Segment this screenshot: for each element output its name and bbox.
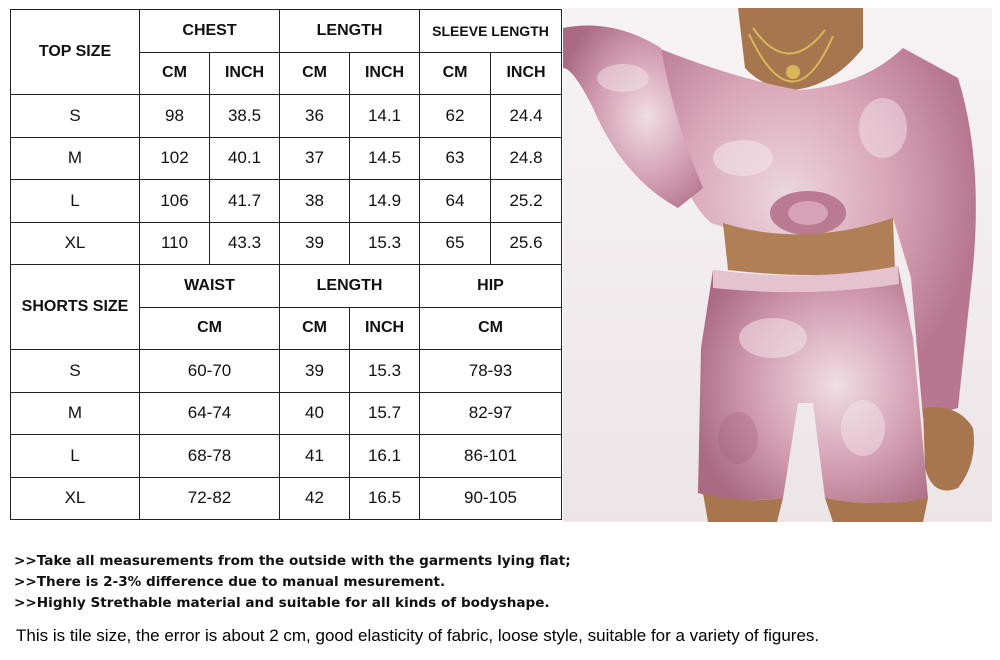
- table-row: [11, 95, 562, 138]
- size-label: XL: [11, 222, 140, 265]
- table-cell: 24.4: [491, 95, 562, 138]
- table-row: [11, 435, 562, 478]
- table-cell: 16.1: [350, 435, 420, 478]
- unit-header: INCH: [350, 307, 420, 350]
- measurement-notes: [14, 551, 984, 614]
- table-cell: 90-105: [420, 477, 562, 520]
- unit-header: INCH: [491, 52, 562, 95]
- table-row: [11, 222, 562, 265]
- table-cell: 14.5: [350, 137, 420, 180]
- hip-header: HIP: [420, 265, 562, 308]
- table-cell: 63: [420, 137, 491, 180]
- size-label: S: [11, 95, 140, 138]
- size-label: L: [11, 435, 140, 478]
- unit-header: INCH: [210, 52, 280, 95]
- table-cell: 39: [280, 222, 350, 265]
- size-label: M: [11, 392, 140, 435]
- table-cell: 68-78: [140, 435, 280, 478]
- table-cell: 37: [280, 137, 350, 180]
- table-cell: 42: [280, 477, 350, 520]
- table-cell: 14.1: [350, 95, 420, 138]
- table-cell: 65: [420, 222, 491, 265]
- note-line: >>There is 2-3% difference due to manual mesurement.: [14, 574, 446, 590]
- size-summary-text: This is tile size, the error is about 2 cm, good elasticity of fabric, loose style, suitable for a variety of figures.: [16, 626, 820, 645]
- table-cell: 82-97: [420, 392, 562, 435]
- size-label: L: [11, 180, 140, 223]
- size-label: S: [11, 350, 140, 393]
- waist-header: WAIST: [140, 265, 280, 308]
- table-cell: 102: [140, 137, 210, 180]
- top-size-header: TOP SIZE: [11, 10, 140, 95]
- table-cell: 36: [280, 95, 350, 138]
- table-cell: 60-70: [140, 350, 280, 393]
- table-cell: 38: [280, 180, 350, 223]
- unit-header: INCH: [350, 52, 420, 95]
- table-cell: 64: [420, 180, 491, 223]
- table-cell: 16.5: [350, 477, 420, 520]
- table-cell: 15.3: [350, 222, 420, 265]
- table-cell: 72-82: [140, 477, 280, 520]
- table-cell: 15.3: [350, 350, 420, 393]
- table-cell: 24.8: [491, 137, 562, 180]
- table-row: [11, 180, 562, 223]
- table-cell: 40.1: [210, 137, 280, 180]
- table-cell: 25.6: [491, 222, 562, 265]
- table-cell: 43.3: [210, 222, 280, 265]
- note-line: >>Highly Strethable material and suitable for all kinds of bodyshape.: [14, 595, 550, 611]
- top-length-header: LENGTH: [280, 10, 420, 53]
- table-cell: 98: [140, 95, 210, 138]
- table-cell: 106: [140, 180, 210, 223]
- table-cell: 15.7: [350, 392, 420, 435]
- table-cell: 41.7: [210, 180, 280, 223]
- model-illustration: [563, 8, 992, 522]
- table-cell: 64-74: [140, 392, 280, 435]
- size-chart-table: [10, 9, 562, 520]
- table-cell: 14.9: [350, 180, 420, 223]
- unit-header: CM: [280, 307, 350, 350]
- chest-header: CHEST: [140, 10, 280, 53]
- table-row: [11, 350, 562, 393]
- table-cell: 86-101: [420, 435, 562, 478]
- size-label: M: [11, 137, 140, 180]
- table-cell: 78-93: [420, 350, 562, 393]
- unit-header: CM: [280, 52, 350, 95]
- unit-header: CM: [420, 52, 491, 95]
- unit-header: CM: [420, 307, 562, 350]
- table-cell: 25.2: [491, 180, 562, 223]
- shorts-size-header: SHORTS SIZE: [11, 265, 140, 350]
- table-row: [11, 392, 562, 435]
- table-cell: 41: [280, 435, 350, 478]
- table-cell: 110: [140, 222, 210, 265]
- table-cell: 38.5: [210, 95, 280, 138]
- table-row: [11, 477, 562, 520]
- size-label: XL: [11, 477, 140, 520]
- table-cell: 39: [280, 350, 350, 393]
- product-photo: [563, 8, 992, 522]
- unit-header: CM: [140, 52, 210, 95]
- sleeve-length-header: SLEEVE LENGTH: [420, 10, 562, 53]
- table-row: [11, 137, 562, 180]
- table-cell: 62: [420, 95, 491, 138]
- table-cell: 40: [280, 392, 350, 435]
- shorts-length-header: LENGTH: [280, 265, 420, 308]
- note-line: >>Take all measurements from the outside with the garments lying flat;: [14, 553, 571, 569]
- unit-header: CM: [140, 307, 280, 350]
